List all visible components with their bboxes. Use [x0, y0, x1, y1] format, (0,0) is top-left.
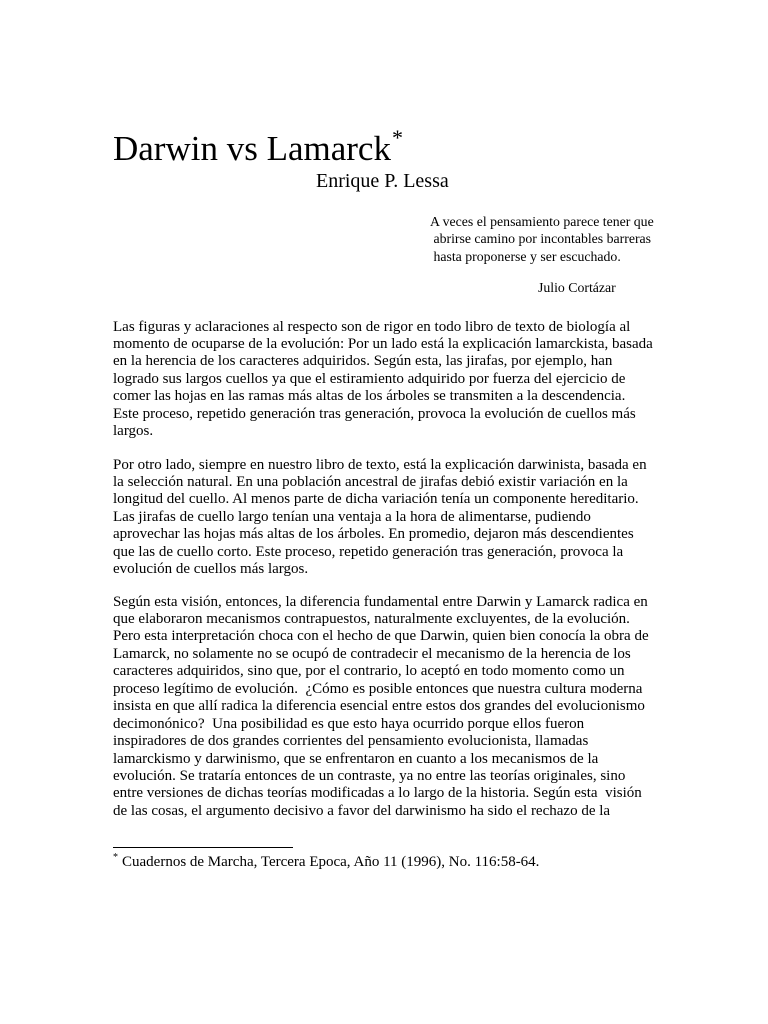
footnote-text: Cuadernos de Marcha, Tercera Epoca, Año 11 (1996), No. 116:58-64.: [122, 853, 540, 870]
paragraph-line: Por otro lado, siempre en nuestro libro de texto, está la explicación darwinista, basada en: [113, 456, 647, 473]
body-paragraph: [113, 319, 653, 441]
paragraph-line: de las cosas, el argumento decisivo a favor del darwinismo ha sido el rechazo de la: [113, 802, 611, 819]
footnote: [113, 851, 540, 872]
title-footnote-mark: *: [391, 125, 403, 150]
paragraph-line: caracteres adquiridos, sino que, por el contrario, lo aceptó en todo momento como un: [113, 663, 625, 680]
footnote-mark: *: [113, 851, 118, 863]
paragraph-line: lamarckismo y darwinismo, que se enfrentaron en cuanto a los mecanismos de la: [113, 750, 599, 767]
paragraph-line: aprovechar las hojas más altas de los árboles. En promedio, dejaron más descendientes: [113, 526, 634, 543]
epigraph: [430, 213, 654, 266]
document-title: [113, 125, 403, 173]
paragraph-line: inspiradores de dos grandes corrientes del pensamiento evolucionista, llamadas: [113, 733, 589, 750]
author-name: Enrique P. Lessa: [316, 170, 449, 192]
paragraph-line: que las de cuello corto. Este proceso, repetido generación tras generación, provoca la: [113, 543, 624, 560]
paragraph-line: comer las hojas en las ramas más altas de los árboles se transmiten a la descendencia.: [113, 388, 626, 405]
paragraph-line: proceso legítimo de evolución. ¿Cómo es posible entonces que nuestra cultura moderna: [113, 680, 643, 697]
epigraph-line: A veces el pensamiento parece tener que: [430, 213, 654, 229]
paragraph-line: momento de ocuparse de la evolución: Por un lado está la explicación lamarckista, basada: [113, 335, 653, 352]
paragraph-line: evolución de cuellos más largos.: [113, 561, 309, 578]
paragraph-line: Las figuras y aclaraciones al respecto son de rigor en todo libro de texto de biología al: [113, 318, 631, 335]
paragraph-line: logrado sus largos cuellos ya que el estiramiento adquirido por fuerza del ejercicio de: [113, 370, 626, 387]
body-paragraph: [113, 457, 647, 579]
epigraph-line: abrirse camino por incontables barreras: [430, 231, 652, 246]
paragraph-line: que elaboraron mecanismos contrapuestos, naturalmente excluyentes, de la evolución.: [113, 610, 630, 627]
paragraph-line: decimonónico? Una posibilidad es que esto haya ocurrido porque ellos fueron: [113, 715, 585, 732]
paragraph-line: Las jirafas de cuello largo tenían una ventaja a la hora de alimentarse, pudiendo: [113, 508, 591, 525]
body-paragraph: [113, 594, 649, 821]
epigraph-line: hasta proponerse y ser escuchado.: [430, 248, 621, 264]
paragraph-line: la selección natural. En una población ancestral de jirafas debió existir variación en la: [113, 473, 628, 490]
paragraph-line: entre versiones de dichas teorías modificadas a lo largo de la historia. Según esta visión: [113, 785, 642, 802]
paragraph-line: Pero esta interpretación choca con el hecho de que Darwin, quien bien conocía la obra de: [113, 628, 649, 645]
footnote-separator: [113, 847, 293, 848]
paragraph-line: Según esta visión, entonces, la diferencia fundamental entre Darwin y Lamarck radica en: [113, 593, 648, 610]
paragraph-line: insista en que allí radica la diferencia esencial entre estos dos grandes del evolucionismo: [113, 698, 645, 715]
paragraph-line: evolución. Se trataría entonces de un contraste, ya no entre las teorías originales, sino: [113, 768, 626, 785]
paragraph-line: largos.: [113, 423, 154, 440]
epigraph-attribution: Julio Cortázar: [538, 279, 616, 295]
paragraph-line: en la herencia de los caracteres adquiridos. Según esta, las jirafas, por ejemplo, han: [113, 353, 613, 370]
paragraph-line: Este proceso, repetido generación tras generación, provoca la evolución de cuellos más: [113, 405, 636, 422]
paragraph-line: Lamarck, no solamente no se ocupó de contradecir el mecanismo de la herencia de los: [113, 645, 631, 662]
title-text: Darwin vs Lamarck: [113, 129, 391, 168]
paragraph-line: longitud del cuello. Al menos parte de dicha variación tenía un componente hereditario.: [113, 491, 639, 508]
